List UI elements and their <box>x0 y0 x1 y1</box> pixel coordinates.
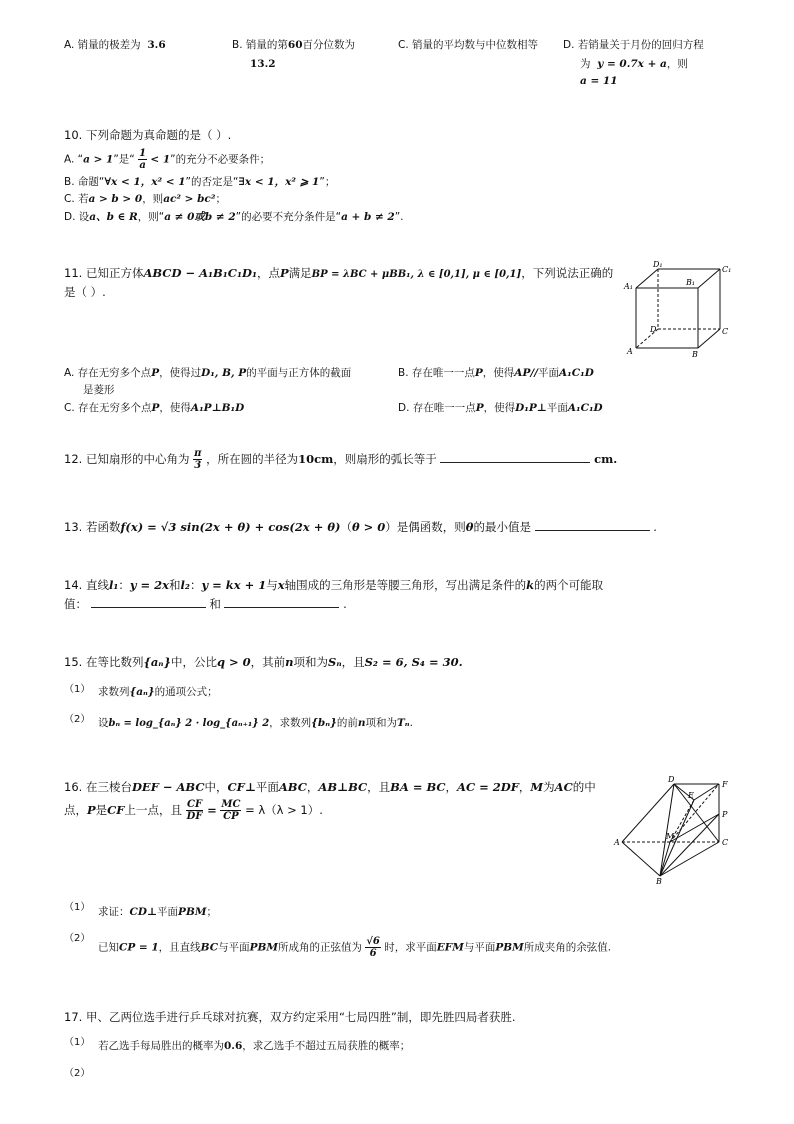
frustum-label-f: F <box>722 780 728 789</box>
q15-part2: 设bₙ = log_{aₙ} 2 · log_{aₙ₊₁} 2，求数列{bₙ}的前n项和为Tₙ. <box>98 717 413 729</box>
q11-cube-figure <box>620 258 735 358</box>
cube-label-d1: D₁ <box>653 260 663 269</box>
q17-part1-label: （1） <box>64 1037 91 1048</box>
q10-option-d: D. 设a、b ∈ R，则“a ≠ 0或b ≠ 2”的必要不充分条件是“a + b ≠ 2”. <box>64 211 404 223</box>
cube-label-d: D <box>650 325 657 334</box>
q16-part2-label: （2） <box>64 933 91 944</box>
cube-label-c1: C₁ <box>722 265 732 274</box>
q16-frustum-figure <box>612 772 737 884</box>
q10-fraction: $\frac{1}{a}$ <box>139 148 147 171</box>
q11-stem-line2: 是（ ）. <box>64 285 106 299</box>
frustum-label-c: C <box>722 838 729 847</box>
q11-option-c: C. 存在无穷多个点P，使得A₁P⊥B₁D <box>64 402 245 414</box>
cube-label-b: B <box>692 350 698 358</box>
frustum-label-e: E <box>688 791 694 800</box>
frustum-label-p: P <box>722 810 728 819</box>
q11-stem: 11. 已知正方体ABCD − A₁B₁C₁D₁，点P满足BP = λBC + μBB₁, λ ∈ [0,1], μ ∈ [0,1]，下列说法正确的 <box>64 266 614 280</box>
q10-option-c: C. 若a > b > 0，则ac² > bc²； <box>64 193 226 205</box>
q16-part2: 已知CP = 1，且直线BC与平面PBM所成角的正弦值为 $\frac{√6}{6}$ 时，求平面EFM与平面PBM所成夹角的余弦值. <box>98 936 612 959</box>
frustum-label-a: A <box>614 838 620 847</box>
q11-option-a: A. 存在无穷多个点P，使得过D₁, B, P的平面与正方体的截面 <box>64 367 352 379</box>
q16-part1: 求证：CD⊥平面PBM； <box>98 906 217 918</box>
frustum-label-b: B <box>656 877 662 884</box>
frustum-label-d: D <box>668 775 675 784</box>
q16-fraction-cf-df: $\frac{CF}{DF}$ <box>186 799 203 822</box>
q16-part1-label: （1） <box>64 902 91 913</box>
q11-option-a-line2: 是菱形 <box>83 384 115 396</box>
q10-title: 10. 下列命题为真命题的是（ ）. <box>64 128 232 142</box>
q17-title: 17. 甲、乙两位选手进行乒乓球对抗赛，双方约定采用“七局四胜”制，即先胜四局者获胜. <box>64 1010 516 1024</box>
q12-stem: 12. 已知扇形的中心角为 $\frac{\pi}{3}$ ，所在圆的半径为10cm，则扇形的弧长等于 cm. <box>64 448 618 471</box>
cube-label-a1: A₁ <box>624 282 633 291</box>
q15-part1-label: （1） <box>64 684 91 695</box>
q9-option-d-value: a = 11 <box>580 75 618 87</box>
q9-option-b: B. 销量的第60百分位数为 <box>232 39 356 51</box>
q12-fraction: $\frac{\pi}{3}$ <box>194 448 202 471</box>
q14-answer-blank-1[interactable] <box>91 595 206 608</box>
q12-answer-blank[interactable] <box>440 450 590 463</box>
q9-option-d: D. 若销量关于月份的回归方程 <box>563 39 704 51</box>
frustum-label-m: M <box>666 832 675 841</box>
q11-option-d: D. 存在唯一一点P，使得D₁P⊥平面A₁C₁D <box>398 402 603 414</box>
q14-stem: 14. 直线l₁：y = 2x和l₂：y = kx + 1与x轴围成的三角形是等腰三角形，写出满足条件的k的两个可能取 <box>64 578 604 592</box>
q13-stem: 13. 若函数f(x) = √3 sin(2x + θ) + cos(2x + θ)（θ > 0）是偶函数，则θ的最小值是 . <box>64 520 657 534</box>
q15-stem: 15. 在等比数列{aₙ}中，公比q > 0，其前n项和为Sₙ，且S₂ = 6, S₄ = 30. <box>64 655 463 669</box>
q16-stem-line2: 点，P是CF上一点，且 $\frac{CF}{DF}$ = $\frac{MC}{CP}$ = λ（λ > 1）. <box>64 799 323 822</box>
q9-option-c: C. 销量的平均数与中位数相等 <box>398 39 539 51</box>
cube-label-c: C <box>722 327 729 336</box>
q16-fraction-mc-cp: $\frac{MC}{CP}$ <box>221 799 241 822</box>
q11-option-b: B. 存在唯一一点P，使得AP//平面A₁C₁D <box>398 367 594 379</box>
q15-part2-label: （2） <box>64 714 91 725</box>
q16-fraction-sine: $\frac{√6}{6}$ <box>366 936 380 959</box>
cube-label-a: A <box>627 347 633 356</box>
q13-answer-blank[interactable] <box>535 518 650 531</box>
q16-stem: 16. 在三棱台DEF − ABC中，CF⊥平面ABC，AB⊥BC，且BA = BC，AC = 2DF，M为AC的中 <box>64 780 596 794</box>
q10-option-a: A. “a > 1”是“ $\frac{1}{a}$ < 1”的充分不必要条件； <box>64 148 271 171</box>
q14-stem-line2: 值： 和 . <box>64 597 347 611</box>
q9-option-a: A. 销量的极差为 3.6 <box>64 39 166 51</box>
q9-option-b-value: 13.2 <box>250 58 276 70</box>
q10-option-b: B. 命题“∀x < 1，x² < 1”的否定是“∃x < 1，x² ⩾ 1”； <box>64 176 336 188</box>
q17-part2-label: （2） <box>64 1068 91 1079</box>
q17-part1: 若乙选手每局胜出的概率为0.6，求乙选手不超过五局获胜的概率； <box>98 1040 411 1052</box>
q9-option-d-line2: 为 y = 0.7x + a，则 <box>580 58 688 70</box>
q14-answer-blank-2[interactable] <box>224 595 339 608</box>
cube-label-b1: B₁ <box>686 278 696 287</box>
q15-part1: 求数列{aₙ}的通项公式； <box>98 686 218 698</box>
